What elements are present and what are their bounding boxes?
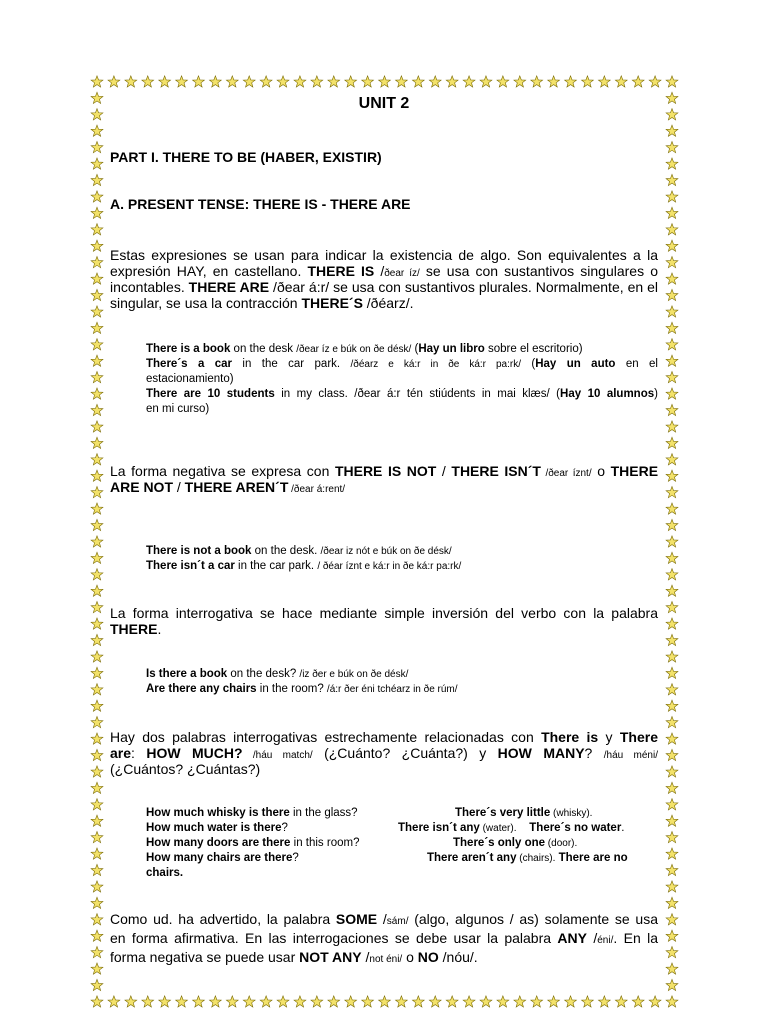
star-icon (565, 996, 577, 1007)
star-icon (91, 487, 103, 498)
answer-line: There´s only one (door). (453, 837, 578, 849)
example-block-affirmative (146, 342, 658, 417)
star-icon (91, 815, 103, 826)
star-icon (666, 158, 678, 169)
star-icon (666, 569, 678, 580)
star-icon (91, 832, 103, 843)
star-icon (666, 224, 678, 235)
example-line: How many chairs are there? (146, 852, 299, 864)
star-icon (666, 125, 678, 136)
star-icon (598, 996, 610, 1007)
star-icon (91, 207, 103, 218)
negative-paragraph: La forma negativa se expresa con THERE IS NOT / THERE ISN´T /ðear íznt/ o THERE ARE NOT / THERE AREN´T /ðear á:rent/ (110, 463, 659, 495)
star-icon (91, 717, 103, 728)
star-icon (91, 158, 103, 169)
star-icon (548, 996, 560, 1007)
star-icon (91, 454, 103, 465)
star-icon (91, 782, 103, 793)
star-icon (91, 503, 103, 514)
star-icon (412, 996, 424, 1007)
star-icon (311, 996, 323, 1007)
star-icon (91, 799, 103, 810)
star-icon (379, 76, 391, 87)
star-icon (91, 552, 103, 563)
star-icon (666, 503, 678, 514)
star-icon (463, 996, 475, 1007)
star-icon (666, 602, 678, 613)
example-line: estacionamiento) (146, 373, 234, 385)
star-icon (91, 125, 103, 136)
star-icon (497, 76, 509, 87)
star-icon (666, 799, 678, 810)
star-icon (666, 864, 678, 875)
example-line: en mi curso) (146, 403, 210, 415)
example-line: There are 10 students in my class. /ðear á:r tén stiúdents in mai klæs/ (Hay 10 alumnos) (146, 388, 658, 400)
star-icon (666, 733, 678, 744)
star-icon (226, 996, 238, 1007)
star-icon (91, 766, 103, 777)
star-icon (480, 996, 492, 1007)
example-line: How much whisky is there in the glass? (146, 807, 358, 819)
star-icon (666, 897, 678, 908)
star-icon (91, 519, 103, 530)
star-icon (91, 963, 103, 974)
star-icon (429, 996, 441, 1007)
example-line: There is a book on the desk /ðear íz e búk on ðe désk/ (Hay un libro sobre el escritorio) (146, 343, 583, 355)
star-icon (666, 749, 678, 760)
star-icon (379, 996, 391, 1007)
star-icon (91, 651, 103, 662)
star-icon (666, 388, 678, 399)
star-icon (666, 766, 678, 777)
star-icon (91, 634, 103, 645)
star-icon (91, 306, 103, 317)
star-icon (666, 207, 678, 218)
star-icon (91, 684, 103, 695)
star-icon (632, 76, 644, 87)
star-icon (666, 667, 678, 678)
star-icon (666, 996, 678, 1007)
star-icon (497, 996, 509, 1007)
star-icon (142, 996, 154, 1007)
star-icon (666, 421, 678, 432)
star-icon (277, 76, 289, 87)
how-much-many-paragraph: Hay dos palabras interrogativas estrechamente relacionadas con There is y There are: HOW MUCH? /háu match/ (¿Cuánto? ¿Cuánta?) y HOW MANY? /háu méni/ (¿Cuántos? ¿Cuántas?) (110, 729, 658, 777)
star-icon (91, 864, 103, 875)
star-icon (666, 618, 678, 629)
star-icon (91, 930, 103, 941)
star-icon (176, 996, 188, 1007)
star-icon (666, 536, 678, 547)
star-icon (666, 372, 678, 383)
intro-paragraph: Estas expresiones se usan para indicar la existencia de algo. Son equivalentes a la expresión HAY, en castellano. THERE IS /ðear íz/ se usa con sustantivos singulares o incontables. THERE ARE /ðear á:r/ se usa con sustantivos plurales. Normalmente, en el singular, se usa la contracción THERE´S /ðéarz/. (110, 247, 658, 311)
star-icon (480, 76, 492, 87)
star-icon (565, 76, 577, 87)
star-icon (666, 306, 678, 317)
star-icon (91, 257, 103, 268)
star-icon (176, 76, 188, 87)
example-line: There isn´t a car in the car park. / ðéar íznt e ká:r in ðe ká:r pa:rk/ (146, 560, 462, 572)
star-icon (91, 602, 103, 613)
example-line: How much water is there? (146, 822, 288, 834)
star-icon (209, 996, 221, 1007)
star-icon (649, 996, 661, 1007)
star-icon (548, 76, 560, 87)
part-heading: PART I. THERE TO BE (HABER, EXISTIR) (110, 149, 382, 165)
star-icon (91, 700, 103, 711)
star-icon (91, 224, 103, 235)
star-icon (582, 996, 594, 1007)
star-icon (91, 733, 103, 744)
star-icon (666, 914, 678, 925)
star-icon (666, 191, 678, 202)
star-icon (277, 996, 289, 1007)
star-icon (396, 76, 408, 87)
star-icon (91, 355, 103, 366)
star-icon (108, 996, 120, 1007)
star-icon (598, 76, 610, 87)
example-block-interrogative (146, 667, 458, 697)
star-icon (666, 634, 678, 645)
star-icon (514, 76, 526, 87)
star-icon (666, 174, 678, 185)
star-icon (615, 996, 627, 1007)
star-icon (243, 996, 255, 1007)
star-icon (294, 76, 306, 87)
star-icon (91, 273, 103, 284)
star-icon (91, 372, 103, 383)
star-icon (209, 76, 221, 87)
star-icon (666, 700, 678, 711)
star-icon (666, 947, 678, 958)
star-icon (666, 240, 678, 251)
star-icon (362, 76, 374, 87)
star-icon (243, 76, 255, 87)
star-icon (294, 996, 306, 1007)
star-icon (91, 536, 103, 547)
star-icon (226, 76, 238, 87)
star-icon (396, 996, 408, 1007)
star-icon (260, 996, 272, 1007)
star-icon (125, 76, 137, 87)
star-icon (91, 191, 103, 202)
star-icon (311, 76, 323, 87)
example-line: There´s a car in the car park. /ðéarz e ká:r in ðe ká:r pa:rk/ (Hay un auto en el (146, 358, 658, 370)
star-icon (142, 76, 154, 87)
star-icon (91, 897, 103, 908)
star-icon (91, 142, 103, 153)
star-icon (446, 996, 458, 1007)
example-line: How many doors are there in this room? (146, 837, 360, 849)
answer-line: There´s very little (whisky). (455, 807, 593, 819)
star-icon (91, 914, 103, 925)
star-icon (666, 273, 678, 284)
star-icon (666, 585, 678, 596)
star-icon (666, 930, 678, 941)
star-icon (91, 339, 103, 350)
star-icon (666, 552, 678, 563)
answer-line: There isn´t any (water). There´s no water. (398, 822, 625, 834)
star-icon (159, 996, 171, 1007)
star-icon (429, 76, 441, 87)
star-icon (328, 76, 340, 87)
star-icon (345, 76, 357, 87)
star-icon (91, 848, 103, 859)
star-icon (531, 996, 543, 1007)
star-icon (91, 322, 103, 333)
star-icon (91, 667, 103, 678)
star-icon (91, 404, 103, 415)
star-icon (91, 881, 103, 892)
star-icon (91, 618, 103, 629)
star-icon (666, 289, 678, 300)
star-icon (193, 76, 205, 87)
star-icon (666, 848, 678, 859)
star-icon (666, 142, 678, 153)
star-icon (91, 470, 103, 481)
star-icon (91, 289, 103, 300)
example-line: chairs. (146, 867, 184, 879)
star-icon (666, 454, 678, 465)
star-icon (666, 684, 678, 695)
star-icon (666, 832, 678, 843)
star-icon (666, 470, 678, 481)
star-icon (666, 76, 678, 87)
example-line: There is not a book on the desk. /ðear iz nót e búk on ðe désk/ (146, 545, 452, 557)
star-icon (108, 76, 120, 87)
interrogative-paragraph: La forma interrogativa se hace mediante simple inversión del verbo con la palabra THERE. (110, 605, 658, 637)
star-icon (666, 322, 678, 333)
example-block-questions (146, 806, 359, 881)
star-icon (514, 996, 526, 1007)
star-icon (666, 355, 678, 366)
star-icon (666, 257, 678, 268)
star-icon (328, 996, 340, 1007)
star-icon (666, 437, 678, 448)
section-heading: A. PRESENT TENSE: THERE IS - THERE ARE (110, 196, 411, 212)
star-icon (666, 651, 678, 662)
star-icon (91, 388, 103, 399)
example-line: Are there any chairs in the room? /á:r ðer éni tchéarz in ðe rúm/ (146, 683, 458, 695)
star-icon (91, 240, 103, 251)
star-icon (666, 404, 678, 415)
star-icon (666, 881, 678, 892)
star-icon (666, 963, 678, 974)
star-icon (91, 947, 103, 958)
star-icon (260, 76, 272, 87)
star-icon (91, 569, 103, 580)
star-icon (649, 76, 661, 87)
star-icon (582, 76, 594, 87)
answer-line: There aren´t any (chairs). There are no (427, 852, 628, 864)
star-icon (91, 585, 103, 596)
star-icon (463, 76, 475, 87)
star-icon (666, 339, 678, 350)
unit-title: UNIT 2 (358, 95, 410, 112)
star-icon (666, 717, 678, 728)
star-icon (362, 996, 374, 1007)
star-icon (91, 421, 103, 432)
example-block-negative (146, 544, 461, 574)
star-icon (666, 519, 678, 530)
star-icon (531, 76, 543, 87)
star-icon (666, 782, 678, 793)
star-icon (159, 76, 171, 87)
star-icon (91, 749, 103, 760)
star-icon (666, 815, 678, 826)
some-any-paragraph: Como ud. ha advertido, la palabra SOME /sám/ (algo, algunos / as) solamente se usa en forma afirmativa. En las interrogaciones se debe usar la palabra ANY /éni/. En la forma negativa se puede usar NOT ANY /not éni/ o NO /nóu/. (110, 911, 659, 965)
star-icon (412, 76, 424, 87)
star-icon (91, 996, 103, 1007)
star-icon (125, 996, 137, 1007)
star-icon (615, 76, 627, 87)
star-icon (666, 487, 678, 498)
star-icon (666, 979, 678, 990)
star-icon (91, 76, 103, 87)
example-line: Is there a book on the desk? /iz ðer e búk on ðe désk/ (146, 668, 409, 680)
star-icon (91, 979, 103, 990)
star-icon (193, 996, 205, 1007)
star-icon (91, 437, 103, 448)
star-icon (446, 76, 458, 87)
star-icon (345, 996, 357, 1007)
star-icon (632, 996, 644, 1007)
star-icon (91, 174, 103, 185)
